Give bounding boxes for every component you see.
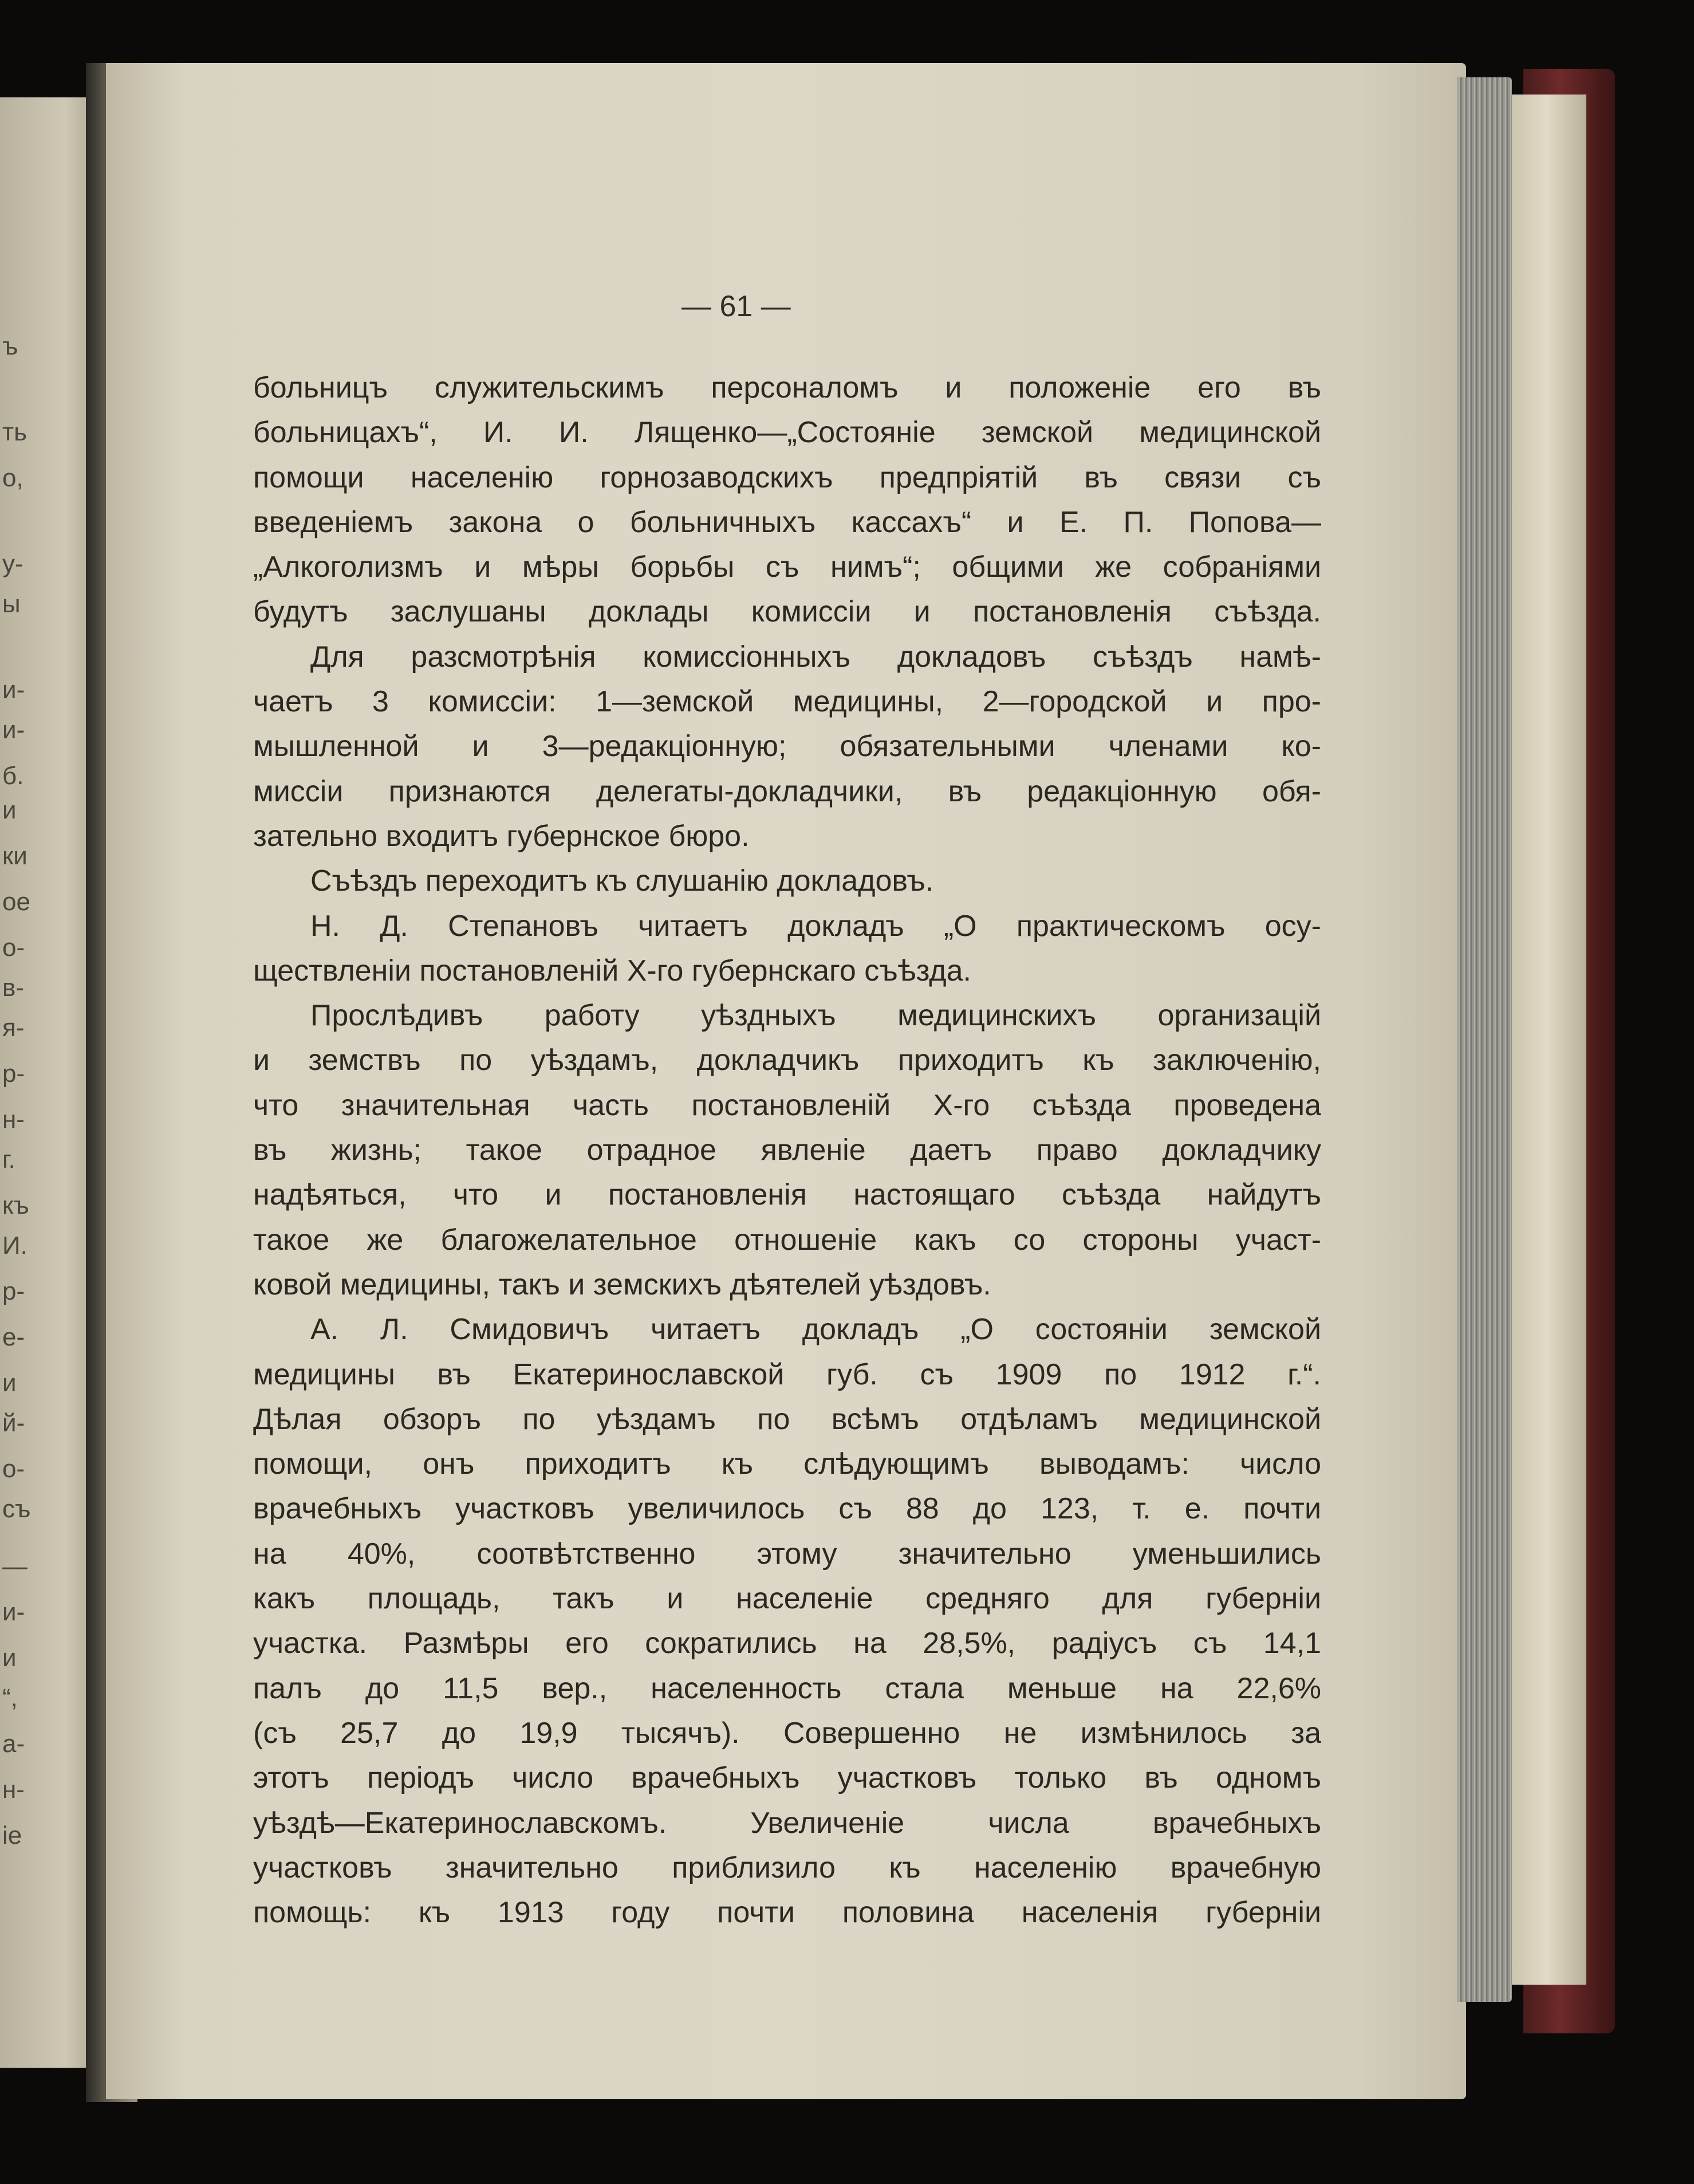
left-page-fragment: ки [2,842,27,870]
text-line: участковъ значительно приблизило къ населенію врачебную [253,1851,1321,1884]
page-number: — 61 — [681,290,791,323]
left-page-fragment: о- [2,1455,25,1483]
text-line: будутъ заслушаны доклады комиссіи и постановленія съѣзда. [253,595,1321,629]
text-line: ществленіи постановленій Х-го губернскаго съѣзда. [253,954,971,987]
left-page-fragment: о, [2,464,23,492]
left-page-fragment: е- [2,1323,25,1351]
text-line: больницахъ“, И. И. Лященко—„Состояніе земской медицинской [253,416,1321,450]
left-page-fragment: и- [2,676,25,704]
left-page-fragment: г. [2,1146,15,1174]
text-line: ковой медицины, такъ и земскихъ дѣятелей уѣздовъ. [253,1268,991,1301]
text-line: (съ 25,7 до 19,9 тысячъ). Совершенно не измѣнилось за [253,1716,1321,1750]
left-page-fragment: и [2,1369,17,1397]
left-page-fragment: ое [2,888,30,916]
left-page-fragment: о- [2,934,25,962]
text-line: такое же благожелательное отношеніе какъ со стороны участ- [253,1223,1321,1257]
left-page-fragment: къ [2,1191,29,1219]
text-line: „Алкоголизмъ и мѣры борьбы съ нимъ“; общими же собраніями [253,550,1321,584]
body-text [253,365,1321,1935]
text-line: врачебныхъ участковъ увеличилось съ 88 до 123, т. е. почти [253,1492,1321,1526]
text-line: Съѣздъ переходитъ къ слушанію докладовъ. [310,864,934,898]
left-page-fragment: н- [2,1105,25,1134]
left-page-fragment: й- [2,1409,25,1437]
text-line: Н. Д. Степановъ читаетъ докладъ „О практическомъ осу- [310,909,1321,943]
left-page-fragment: ть [2,418,27,446]
left-page-fragment: а- [2,1730,25,1758]
right-page [106,63,1466,2099]
text-line: медицины въ Екатеринославской губ. съ 1909 по 1912 г.“. [253,1357,1321,1391]
text-line: какъ площадь, такъ и населеніе средняго для губерніи [253,1582,1321,1616]
text-line: этотъ періодъ число врачебныхъ участковъ только въ одномъ [253,1761,1321,1795]
left-page-fragment: и- [2,1598,25,1626]
text-line: А. Л. Смидовичъ читаетъ докладъ „О состояніи земской [310,1313,1321,1347]
text-line: Дѣлая обзоръ по уѣздамъ по всѣмъ отдѣламъ медицинской [253,1402,1321,1436]
text-line: помощи населенію горнозаводскихъ предпріятій въ связи съ [253,461,1321,494]
left-page-fragment: ы [2,590,21,618]
left-page-fragment: и- [2,716,25,744]
left-page-fragment: в- [2,974,25,1002]
text-line: что значительная часть постановленій Х-го съѣзда проведена [253,1088,1321,1122]
text-line: помощи, онъ приходитъ къ слѣдующимъ выводамъ: число [253,1447,1321,1481]
left-page-fragment: И. [2,1231,27,1260]
left-page-fragment: іе [2,1821,22,1849]
left-page-fragment: — [2,1552,27,1580]
text-line: уѣздѣ—Екатеринославскомъ. Увеличеніе числа врачебныхъ [253,1806,1321,1840]
left-page-fragment: “, [2,1684,18,1712]
left-page-fragment: б. [2,762,24,790]
text-line: надѣяться, что и постановленія настоящаго съѣзда найдутъ [253,1178,1321,1212]
text-line: на 40%, соотвѣтственно этому значительно уменьшились [253,1537,1321,1571]
text-line: введеніемъ закона о больничныхъ кассахъ“ и Е. П. Попова— [253,505,1321,539]
text-line: участка. Размѣры его сократились на 28,5%, радіусъ съ 14,1 [253,1627,1321,1660]
text-line: больницъ служительскимъ персоналомъ и положеніе его въ [253,371,1321,404]
left-page-fragment: р- [2,1060,25,1088]
left-page-fragment: р- [2,1277,25,1305]
text-line: Для разсмотрѣнія комиссіонныхъ докладовъ съѣздъ намѣ- [310,640,1321,674]
left-page-fragment: и [2,796,17,824]
book-back-board [1506,95,1586,1985]
text-line: мышленной и 3—редакціонную; обязательными членами ко- [253,730,1321,764]
text-line: помощь: къ 1913 году почти половина населенія губерніи [253,1896,1321,1930]
text-line: Прослѣдивъ работу уѣздныхъ медицинскихъ организацій [310,999,1321,1033]
text-line: чаетъ 3 комиссіи: 1—земской медицины, 2—городской и про- [253,685,1321,719]
text-line: миссіи признаются делегаты-докладчики, въ редакціонную обя- [253,774,1321,808]
left-page-fragment: н- [2,1776,25,1804]
left-page-fragment: у- [2,550,23,578]
left-page-fragment: ъ [2,332,18,360]
left-page-fragment: и [2,1644,17,1672]
left-page-fragment: я- [2,1014,25,1042]
text-line: палъ до 11,5 вер., населенность стала меньше на 22,6% [253,1671,1321,1705]
text-line: въ жизнь; такое отрадное явленіе даетъ право докладчику [253,1134,1321,1167]
left-page-fragment: съ [2,1495,31,1523]
page-edge-stack [1457,77,1512,2002]
text-line: зательно входитъ губернское бюро. [253,819,750,853]
text-line: и земствъ по уѣздамъ, докладчикъ приходитъ къ заключенію, [253,1044,1321,1077]
